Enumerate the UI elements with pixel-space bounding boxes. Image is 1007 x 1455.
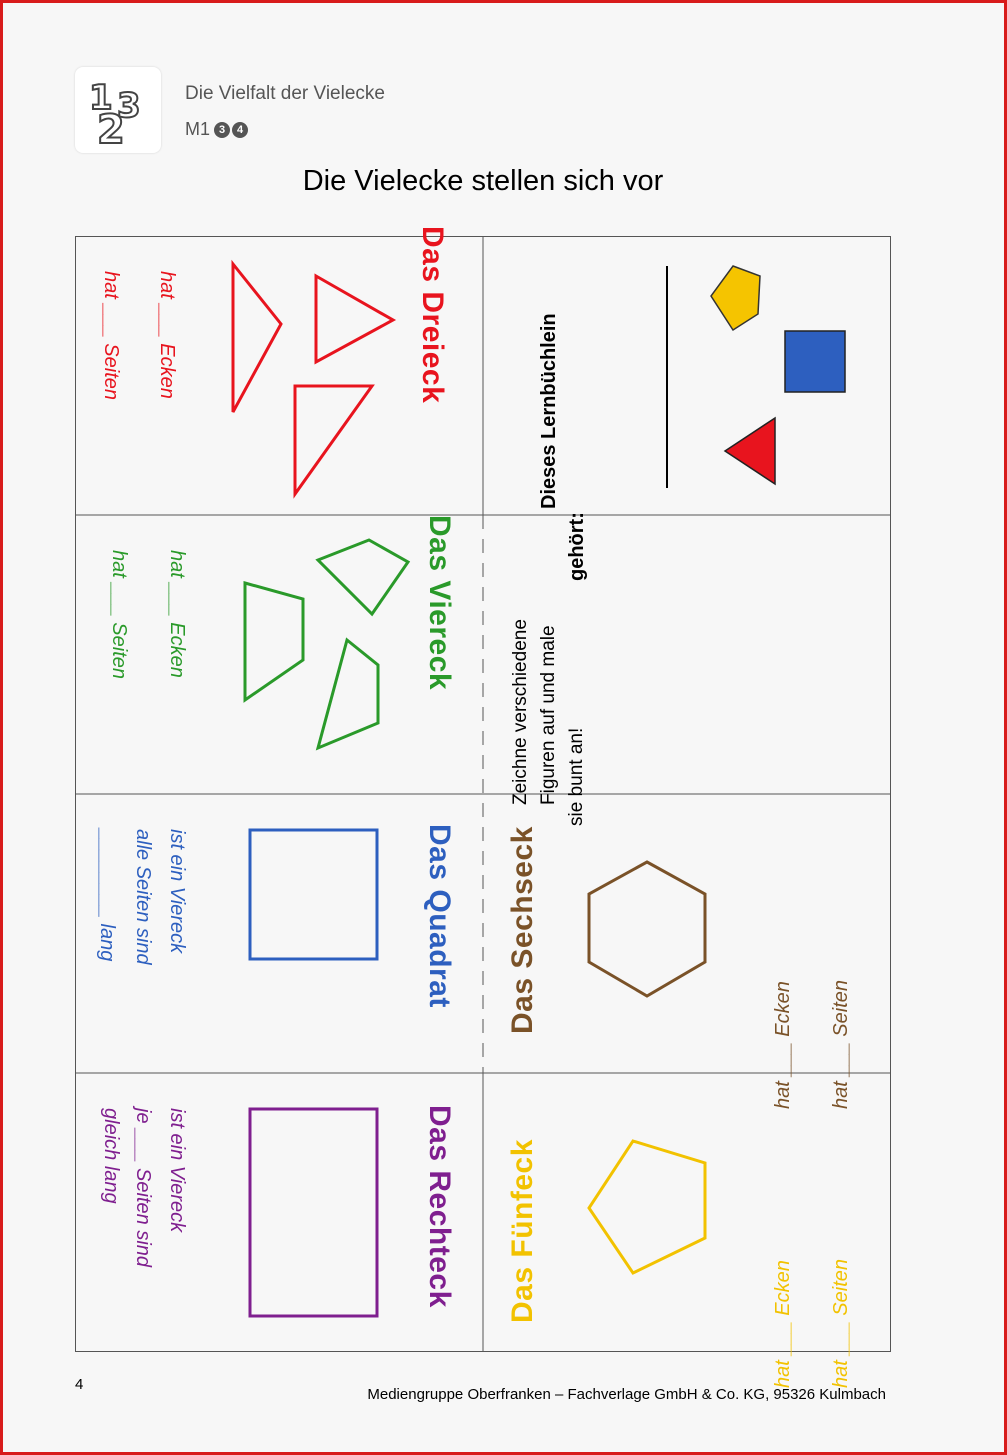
instruction-line2: Figuren auf und male [538, 625, 559, 805]
material-label [185, 119, 248, 140]
pentagon-icon [711, 266, 760, 330]
heading-rechteck: Das Rechteck [423, 1105, 456, 1308]
svg-text:2: 2 [97, 107, 125, 153]
prompt-seiten: hat ___ Seiten [108, 550, 131, 679]
property-line2: je ___ Seiten sind [132, 1108, 155, 1268]
prompt-ecken: hat ___ Ecken [771, 1260, 794, 1388]
cell-fuenfeck [483, 1073, 891, 1388]
page-title: Die Vielecke stellen sich vor [302, 165, 664, 197]
page-number: 4 [75, 1376, 84, 1393]
series-title: Die Vielfalt der Vielecke [185, 83, 385, 104]
prompt-ecken: hat ___ Ecken [166, 550, 189, 678]
cell-dreieck [75, 226, 483, 515]
heading-quadrat: Das Quadrat [423, 824, 456, 1008]
prompt-seiten: hat ___ Seiten [100, 271, 123, 400]
heading-sechseck: Das Sechseck [506, 826, 539, 1034]
prompt-ecken: hat ___ Ecken [771, 981, 794, 1109]
property-line3: ________ lang [96, 829, 119, 962]
booklet-grid [75, 226, 891, 1388]
square-icon [785, 331, 845, 392]
property-line1: ist ein Viereck [166, 829, 189, 954]
publisher-credit: Mediengruppe Oberfranken – Fachverlage GmbH & Co. KG, 95326 Kulmbach [367, 1386, 886, 1403]
heading-viereck: Das Viereck [423, 515, 456, 691]
level-badge: 4 [232, 122, 248, 138]
level-badge: 3 [214, 122, 230, 138]
prompt-seiten: hat ___ Seiten [829, 1259, 852, 1388]
owner-label-line1: Dieses Lernbüchlein [537, 313, 560, 509]
prompt-seiten: hat ___ Seiten [829, 980, 852, 1109]
cell-sechseck [483, 794, 891, 1109]
heading-dreieck: Das Dreieck [416, 226, 449, 404]
cell-viereck [75, 515, 483, 794]
number-logo-icon [75, 67, 161, 153]
property-line2: alle Seiten sind [132, 829, 155, 965]
cell-rechteck [75, 1073, 483, 1352]
cell-quadrat [75, 794, 483, 1073]
triangle-icon [725, 418, 775, 484]
owner-decor [483, 236, 891, 515]
svg-text:1: 1 [89, 78, 113, 118]
material-code: M1 [185, 119, 211, 139]
cell-draw-instruction [483, 515, 891, 826]
property-line3: gleich lang [100, 1108, 123, 1204]
instruction-line3: sie bunt an! [566, 727, 587, 826]
heading-fuenfeck: Das Fünfeck [506, 1139, 539, 1323]
prompt-ecken: hat ___ Ecken [156, 271, 179, 399]
owner-label-line2: gehört: [565, 512, 588, 581]
property-line1: ist ein Viereck [166, 1108, 189, 1233]
instruction-line1: Zeichne verschiedene [510, 619, 531, 805]
cell-owner [483, 236, 891, 581]
svg-text:3: 3 [117, 86, 141, 126]
